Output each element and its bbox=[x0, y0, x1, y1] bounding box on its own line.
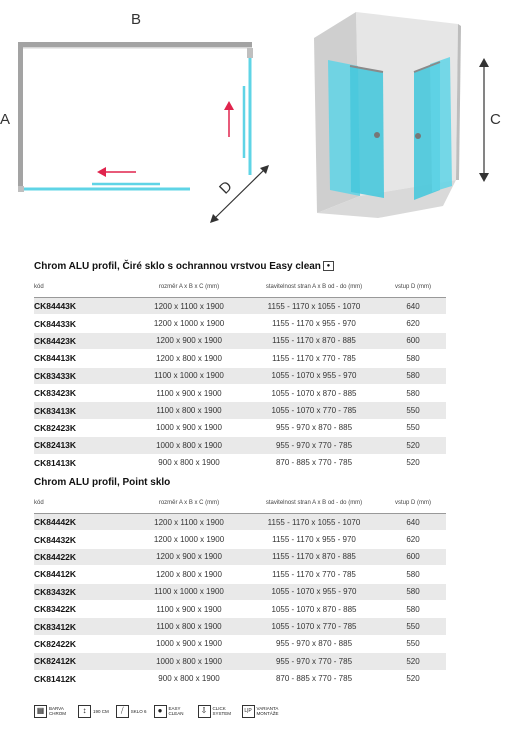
cell-code: CK82423K bbox=[34, 419, 130, 436]
dimension-a-label: A bbox=[0, 111, 11, 128]
top-wall-edge bbox=[23, 47, 252, 49]
cell-dimensions: 1200 x 800 x 1900 bbox=[130, 566, 248, 583]
cell-code: CK84442K bbox=[34, 514, 130, 531]
right-fixed-glass-3d bbox=[430, 57, 452, 192]
table-row bbox=[34, 531, 446, 548]
table-row bbox=[34, 670, 446, 687]
cell-dimensions: 1200 x 1000 x 1900 bbox=[130, 531, 248, 548]
table-row bbox=[34, 454, 446, 471]
table-row bbox=[34, 437, 446, 454]
cell-code: CK84443K bbox=[34, 298, 130, 315]
table-row bbox=[34, 653, 446, 670]
cell-code: CK83412K bbox=[34, 618, 130, 635]
cell-entry: 580 bbox=[380, 566, 446, 583]
dimension-c-label: C bbox=[490, 111, 501, 128]
reversible-icon: L|P bbox=[242, 705, 255, 718]
cell-code: CK84412K bbox=[34, 566, 130, 583]
cell-adjustment: 1155 - 1170 x 1055 - 1070 bbox=[248, 298, 380, 315]
section2-title bbox=[34, 477, 170, 488]
legend-label: CLICK SYSTEM bbox=[212, 706, 232, 716]
cell-adjustment: 955 - 970 x 870 - 885 bbox=[248, 635, 380, 652]
cell-entry: 580 bbox=[380, 384, 446, 401]
legend-item bbox=[154, 705, 191, 718]
cell-adjustment: 1155 - 1170 x 870 - 885 bbox=[248, 332, 380, 349]
dimension-d-label: D bbox=[216, 177, 236, 198]
cell-adjustment: 955 - 970 x 770 - 785 bbox=[248, 653, 380, 670]
cell-entry: 580 bbox=[380, 350, 446, 367]
section1-table bbox=[34, 277, 446, 472]
cell-code: CK81412K bbox=[34, 670, 130, 687]
cell-adjustment: 1155 - 1170 x 770 - 785 bbox=[248, 350, 380, 367]
cell-adjustment: 1055 - 1070 x 870 - 885 bbox=[248, 384, 380, 401]
cell-code: CK82422K bbox=[34, 635, 130, 652]
col-header-entry: vstup D (mm) bbox=[380, 493, 446, 514]
cell-dimensions: 1000 x 900 x 1900 bbox=[130, 635, 248, 652]
cell-dimensions: 900 x 800 x 1900 bbox=[130, 670, 248, 687]
table-row bbox=[34, 298, 446, 315]
legend-label: SKLO 6 bbox=[130, 708, 147, 714]
cell-dimensions: 1200 x 1000 x 1900 bbox=[130, 315, 248, 332]
bottom-left-cap bbox=[18, 186, 24, 192]
cell-entry: 520 bbox=[380, 670, 446, 687]
arrow-up-icon bbox=[224, 101, 234, 110]
section1-title bbox=[34, 261, 334, 272]
cell-dimensions: 1000 x 800 x 1900 bbox=[130, 653, 248, 670]
table-row bbox=[34, 618, 446, 635]
cell-adjustment: 1155 - 1170 x 870 - 885 bbox=[248, 548, 380, 565]
frame-color-icon: ▦ bbox=[34, 705, 47, 718]
cell-dimensions: 1000 x 900 x 1900 bbox=[130, 419, 248, 436]
cell-entry: 620 bbox=[380, 531, 446, 548]
cell-entry: 600 bbox=[380, 548, 446, 565]
cell-code: CK84433K bbox=[34, 315, 130, 332]
height-icon: ↕ bbox=[78, 705, 91, 718]
cell-adjustment: 1155 - 1170 x 1055 - 1070 bbox=[248, 514, 380, 531]
cell-adjustment: 1155 - 1170 x 955 - 970 bbox=[248, 531, 380, 548]
cell-entry: 580 bbox=[380, 600, 446, 617]
cell-adjustment: 1055 - 1070 x 955 - 970 bbox=[248, 367, 380, 384]
shower-diagram bbox=[0, 0, 512, 250]
col-header-dimensions: rozměr A x B x C (mm) bbox=[130, 277, 248, 298]
cell-dimensions: 1100 x 800 x 1900 bbox=[130, 618, 248, 635]
table-row bbox=[34, 402, 446, 419]
section1-title-text: Chrom ALU profil, Čiré sklo s ochrannou vrstvou Easy clean bbox=[34, 261, 321, 272]
cell-code: CK83432K bbox=[34, 583, 130, 600]
legend-item bbox=[78, 705, 109, 718]
cell-dimensions: 1200 x 900 x 1900 bbox=[130, 548, 248, 565]
cell-code: CK84432K bbox=[34, 531, 130, 548]
cell-entry: 620 bbox=[380, 315, 446, 332]
table-row bbox=[34, 315, 446, 332]
right-top-cap bbox=[247, 48, 253, 58]
legend-label: EASY CLEAN bbox=[168, 706, 184, 716]
dimension-d-line bbox=[213, 168, 266, 220]
cell-code: CK83433K bbox=[34, 367, 130, 384]
legend-label: 190 CM bbox=[93, 708, 109, 714]
cell-code: CK83422K bbox=[34, 600, 130, 617]
cell-entry: 580 bbox=[380, 367, 446, 384]
cell-dimensions: 1200 x 900 x 1900 bbox=[130, 332, 248, 349]
glass-thickness-icon: ⧸ bbox=[116, 705, 129, 718]
table-row bbox=[34, 384, 446, 401]
dimension-b-label: B bbox=[131, 11, 142, 28]
cell-entry: 600 bbox=[380, 332, 446, 349]
cell-adjustment: 1055 - 1070 x 955 - 970 bbox=[248, 583, 380, 600]
drop-icon: ● bbox=[323, 261, 334, 271]
cell-adjustment: 870 - 885 x 770 - 785 bbox=[248, 670, 380, 687]
cell-adjustment: 1055 - 1070 x 770 - 785 bbox=[248, 402, 380, 419]
table-row bbox=[34, 635, 446, 652]
cell-entry: 640 bbox=[380, 298, 446, 315]
cell-code: CK83423K bbox=[34, 384, 130, 401]
cell-dimensions: 900 x 800 x 1900 bbox=[130, 454, 248, 471]
dimension-c-arrow-bottom bbox=[479, 173, 489, 182]
click-system-icon: ⇩ bbox=[198, 705, 211, 718]
legend-item bbox=[34, 705, 71, 718]
section2-table bbox=[34, 493, 446, 688]
legend-item bbox=[116, 705, 147, 718]
cell-code: CK84423K bbox=[34, 332, 130, 349]
door-handle-left bbox=[374, 132, 380, 138]
cell-dimensions: 1100 x 800 x 1900 bbox=[130, 402, 248, 419]
col-header-entry: vstup D (mm) bbox=[380, 277, 446, 298]
cell-dimensions: 1100 x 1000 x 1900 bbox=[130, 583, 248, 600]
cell-entry: 520 bbox=[380, 437, 446, 454]
table-row bbox=[34, 419, 446, 436]
cell-entry: 520 bbox=[380, 653, 446, 670]
cell-adjustment: 870 - 885 x 770 - 785 bbox=[248, 454, 380, 471]
col-header-adjustment: stavitelnost stran A x B od - do (mm) bbox=[248, 493, 380, 514]
cell-adjustment: 1055 - 1070 x 870 - 885 bbox=[248, 600, 380, 617]
cell-code: CK82412K bbox=[34, 653, 130, 670]
left-door-glass-3d bbox=[350, 66, 384, 198]
cell-dimensions: 1100 x 900 x 1900 bbox=[130, 384, 248, 401]
cell-code: CK83413K bbox=[34, 402, 130, 419]
cell-code: CK81413K bbox=[34, 454, 130, 471]
drop-icon: ● bbox=[154, 705, 167, 718]
cell-code: CK82413K bbox=[34, 437, 130, 454]
cell-code: CK84413K bbox=[34, 350, 130, 367]
cell-entry: 550 bbox=[380, 635, 446, 652]
section2-title-text: Chrom ALU profil, Point sklo bbox=[34, 477, 171, 488]
cell-dimensions: 1100 x 1000 x 1900 bbox=[130, 367, 248, 384]
dimension-c-arrow-top bbox=[479, 58, 489, 67]
cell-code: CK84422K bbox=[34, 548, 130, 565]
cell-dimensions: 1100 x 900 x 1900 bbox=[130, 600, 248, 617]
cell-entry: 550 bbox=[380, 419, 446, 436]
cell-entry: 550 bbox=[380, 618, 446, 635]
legend-label: VARIANTA MONTÁŽE bbox=[256, 706, 279, 716]
table-row bbox=[34, 548, 446, 565]
feature-legend bbox=[34, 701, 286, 721]
door-handle-right bbox=[415, 133, 421, 139]
table-row bbox=[34, 350, 446, 367]
cell-dimensions: 1000 x 800 x 1900 bbox=[130, 437, 248, 454]
cell-entry: 550 bbox=[380, 402, 446, 419]
table-row bbox=[34, 566, 446, 583]
cell-dimensions: 1200 x 1100 x 1900 bbox=[130, 298, 248, 315]
col-header-code: kód bbox=[34, 493, 130, 514]
cell-entry: 640 bbox=[380, 514, 446, 531]
table-row bbox=[34, 367, 446, 384]
cell-dimensions: 1200 x 1100 x 1900 bbox=[130, 514, 248, 531]
cell-adjustment: 955 - 970 x 770 - 785 bbox=[248, 437, 380, 454]
left-wall-profile bbox=[18, 42, 23, 191]
arrow-left-icon bbox=[97, 167, 106, 177]
table-row bbox=[34, 600, 446, 617]
col-header-code: kód bbox=[34, 277, 130, 298]
cell-adjustment: 1055 - 1070 x 770 - 785 bbox=[248, 618, 380, 635]
table-row bbox=[34, 583, 446, 600]
table-row bbox=[34, 332, 446, 349]
cell-adjustment: 1155 - 1170 x 770 - 785 bbox=[248, 566, 380, 583]
col-header-dimensions: rozměr A x B x C (mm) bbox=[130, 493, 248, 514]
cell-adjustment: 1155 - 1170 x 955 - 970 bbox=[248, 315, 380, 332]
cell-entry: 520 bbox=[380, 454, 446, 471]
legend-label: BARVA CHROM bbox=[49, 706, 66, 716]
cell-entry: 580 bbox=[380, 583, 446, 600]
legend-item bbox=[242, 705, 279, 718]
cell-adjustment: 955 - 970 x 870 - 885 bbox=[248, 419, 380, 436]
table-row bbox=[34, 514, 446, 531]
cell-dimensions: 1200 x 800 x 1900 bbox=[130, 350, 248, 367]
legend-item bbox=[198, 705, 235, 718]
col-header-adjustment: stavitelnost stran A x B od - do (mm) bbox=[248, 277, 380, 298]
